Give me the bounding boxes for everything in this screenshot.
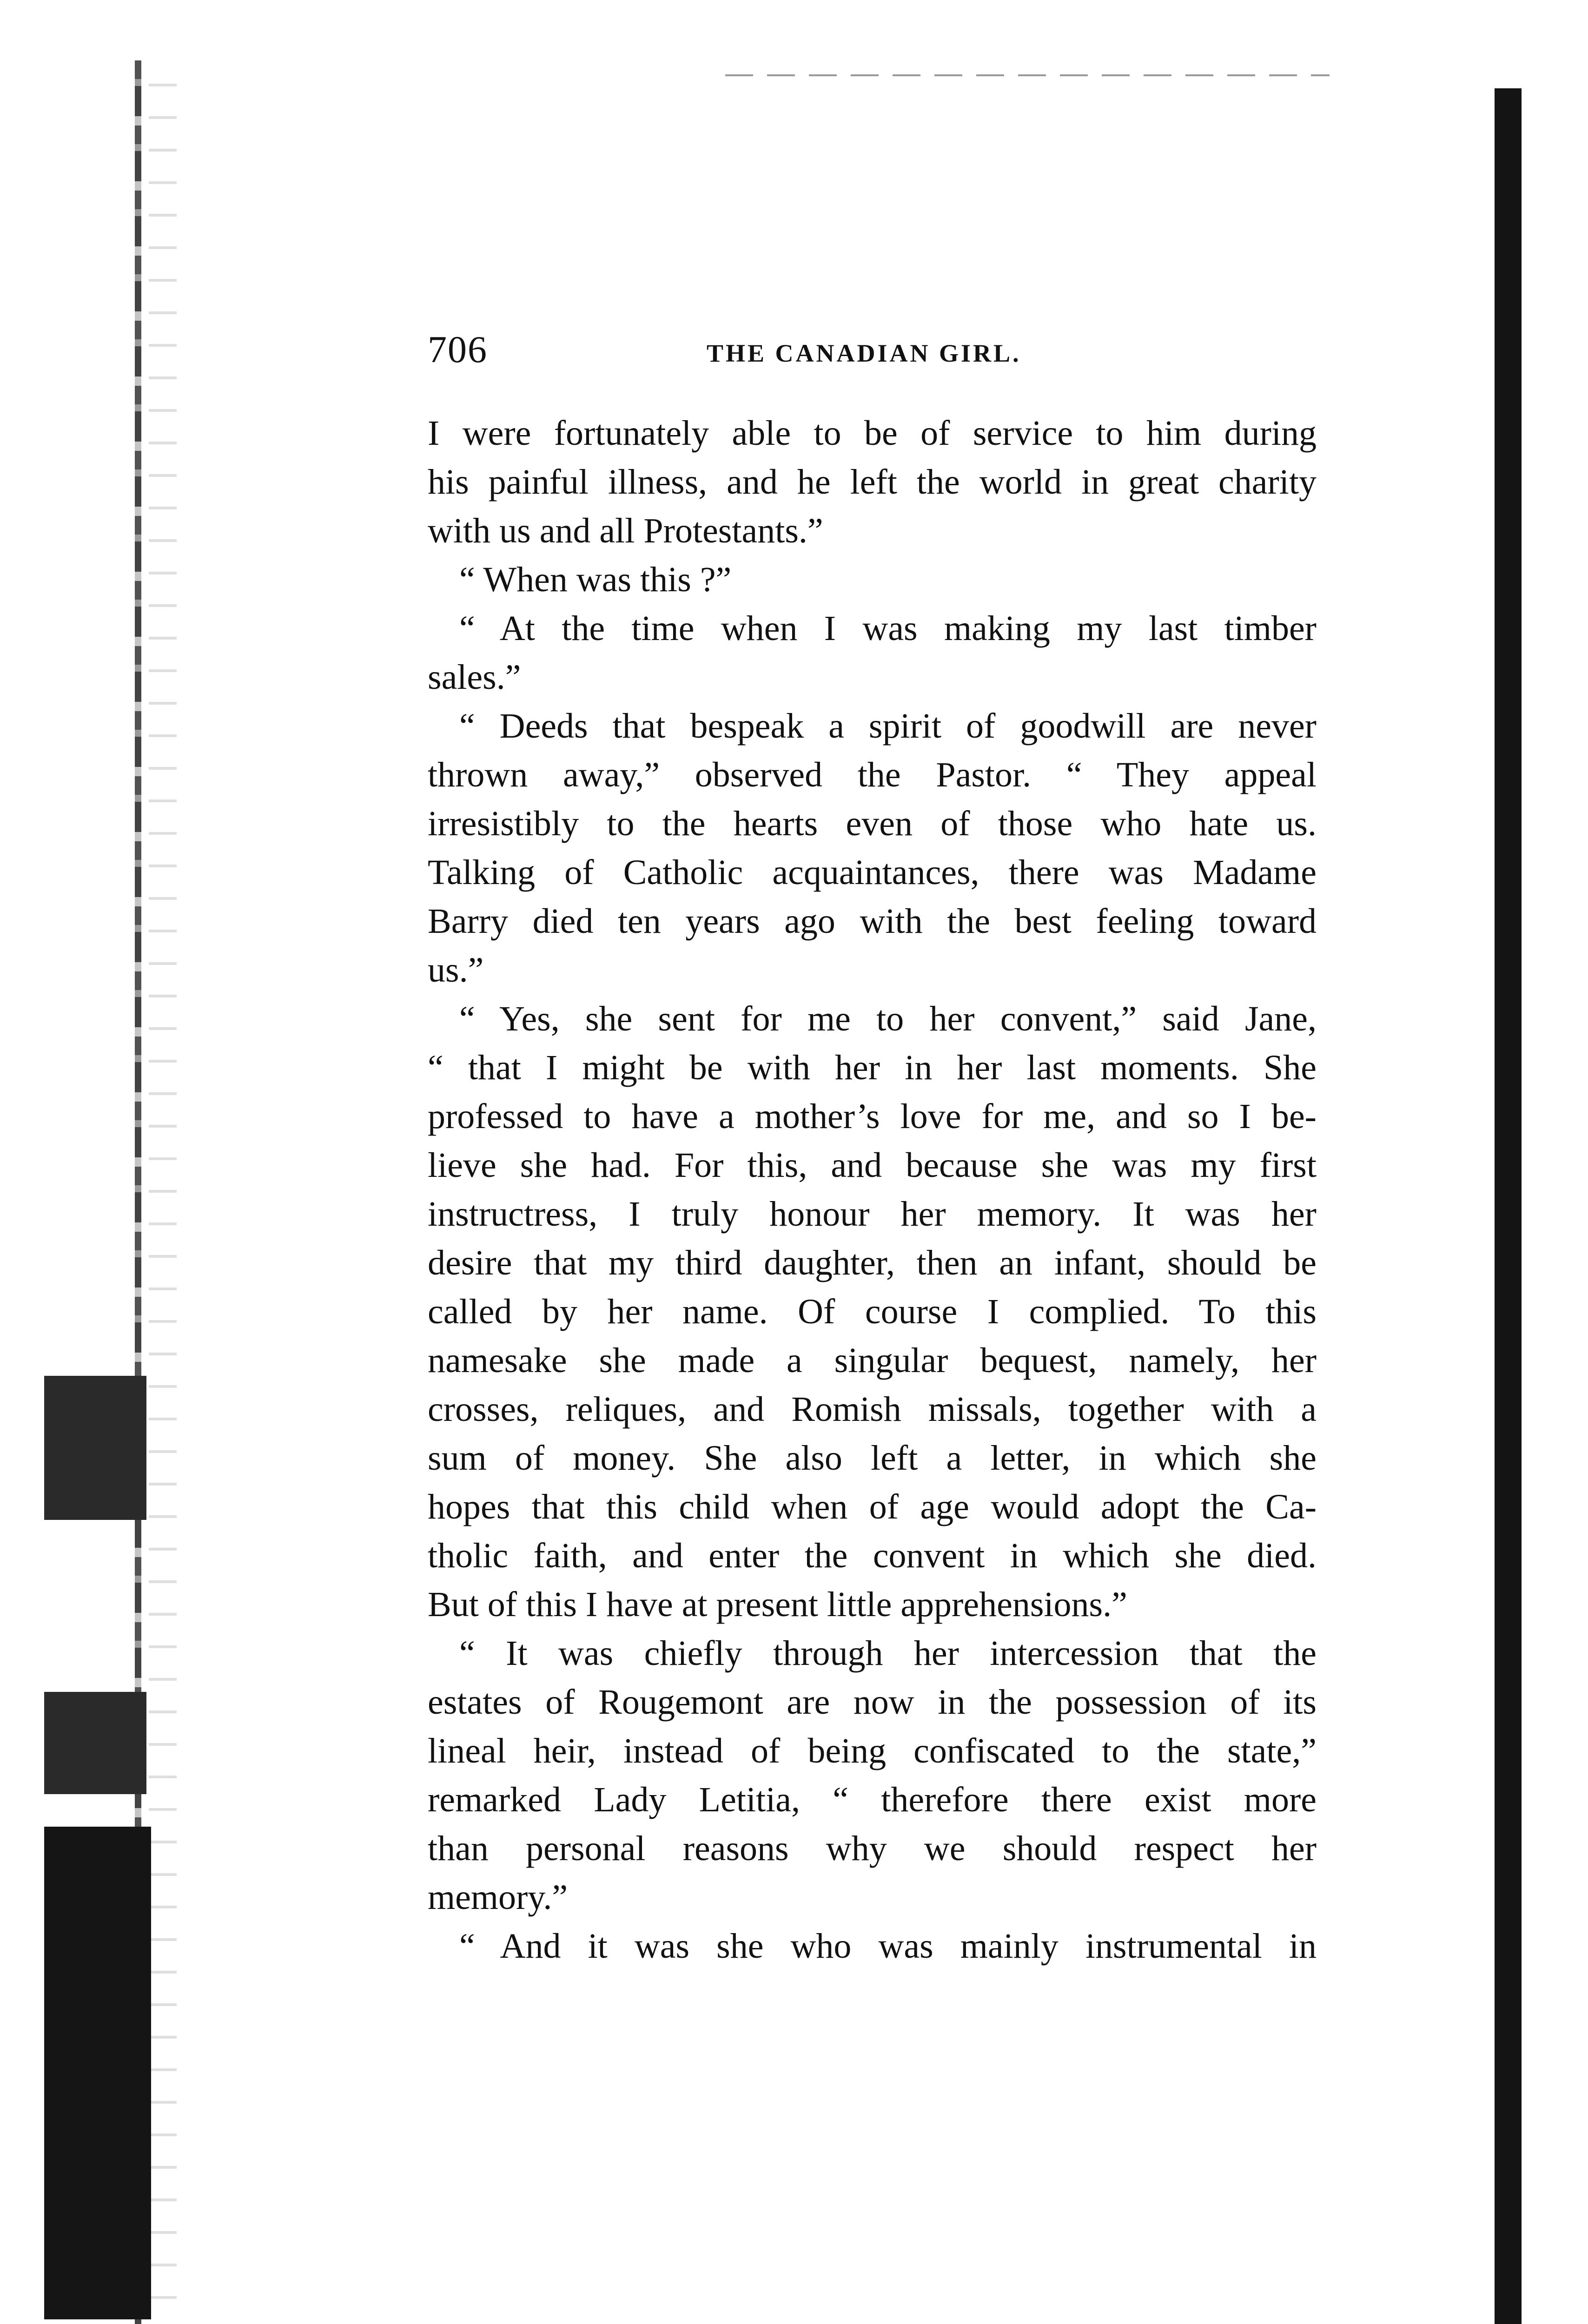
text-line: Talking of Catholic acquaintances, there was Madame <box>428 853 1317 892</box>
text-line: his painful illness, and he left the world in great charity <box>428 462 1317 502</box>
text-line: professed to have a mother’s love for me, and so I be- <box>428 1097 1317 1136</box>
scan-edge-top <box>725 74 1330 76</box>
text-line: namesake she made a singular bequest, namely, her <box>428 1341 1317 1380</box>
scan-dark-patch-upper <box>44 1376 146 1520</box>
page-number: 706 <box>428 328 488 370</box>
text-line: remarked Lady Letitia, “ therefore there exist more <box>428 1780 1317 1819</box>
text-line: called by her name. Of course I complied. To this <box>428 1292 1317 1331</box>
text-line: irresistibly to the hearts even of those who hate us. <box>428 804 1317 843</box>
page-header <box>428 328 1320 388</box>
text-line: crosses, reliques, and Romish missals, together with a <box>428 1390 1317 1429</box>
text-line: sales.” <box>428 658 521 697</box>
text-line: desire that my third daughter, then an infant, should be <box>428 1243 1317 1282</box>
text-line: Barry died ten years ago with the best feeling toward <box>428 902 1317 941</box>
body-text <box>428 409 1317 1971</box>
text-line: tholic faith, and enter the convent in which she died. <box>428 1536 1317 1575</box>
scan-dark-patch-lower <box>44 1827 151 2319</box>
text-line: “ Deeds that bespeak a spirit of goodwill are never <box>459 706 1317 746</box>
text-line: “ that I might be with her in her last moments. She <box>428 1048 1317 1087</box>
text-line: sum of money. She also left a letter, in which she <box>428 1439 1317 1478</box>
running-title: THE CANADIAN GIRL. <box>707 339 1021 367</box>
text-line: “ And it was she who was mainly instrumental in <box>459 1927 1317 1966</box>
text-line: estates of Rougemont are now in the possession of its <box>428 1683 1317 1722</box>
text-line: with us and all Protestants.” <box>428 511 823 550</box>
text-line: instructress, I truly honour her memory. It was her <box>428 1195 1317 1234</box>
text-line: But of this I have at present little apprehensions.” <box>428 1585 1127 1624</box>
text-line: lieve she had. For this, and because she was my first <box>428 1146 1317 1185</box>
text-line: “ It was chiefly through her intercession that the <box>459 1634 1317 1673</box>
text-line: us.” <box>428 951 484 990</box>
text-line: lineal heir, instead of being confiscated to the state,” <box>428 1731 1317 1770</box>
text-line: “ When was this ?” <box>459 560 732 599</box>
text-line: memory.” <box>428 1878 568 1917</box>
scan-dark-patch-middle <box>44 1692 146 1794</box>
text-line: hopes that this child when of age would adopt the Ca- <box>428 1487 1317 1526</box>
text-line: “ Yes, she sent for me to her convent,” said Jane, <box>459 999 1317 1038</box>
text-line: than personal reasons why we should respect her <box>428 1829 1317 1868</box>
text-line: “ At the time when I was making my last timber <box>459 609 1317 648</box>
scan-noise-left <box>149 84 177 2315</box>
page-edge-right-shadow <box>1495 88 1522 2324</box>
text-line: thrown away,” observed the Pastor. “ They appeal <box>428 755 1317 794</box>
text-line: I were fortunately able to be of service to him during <box>428 414 1317 453</box>
